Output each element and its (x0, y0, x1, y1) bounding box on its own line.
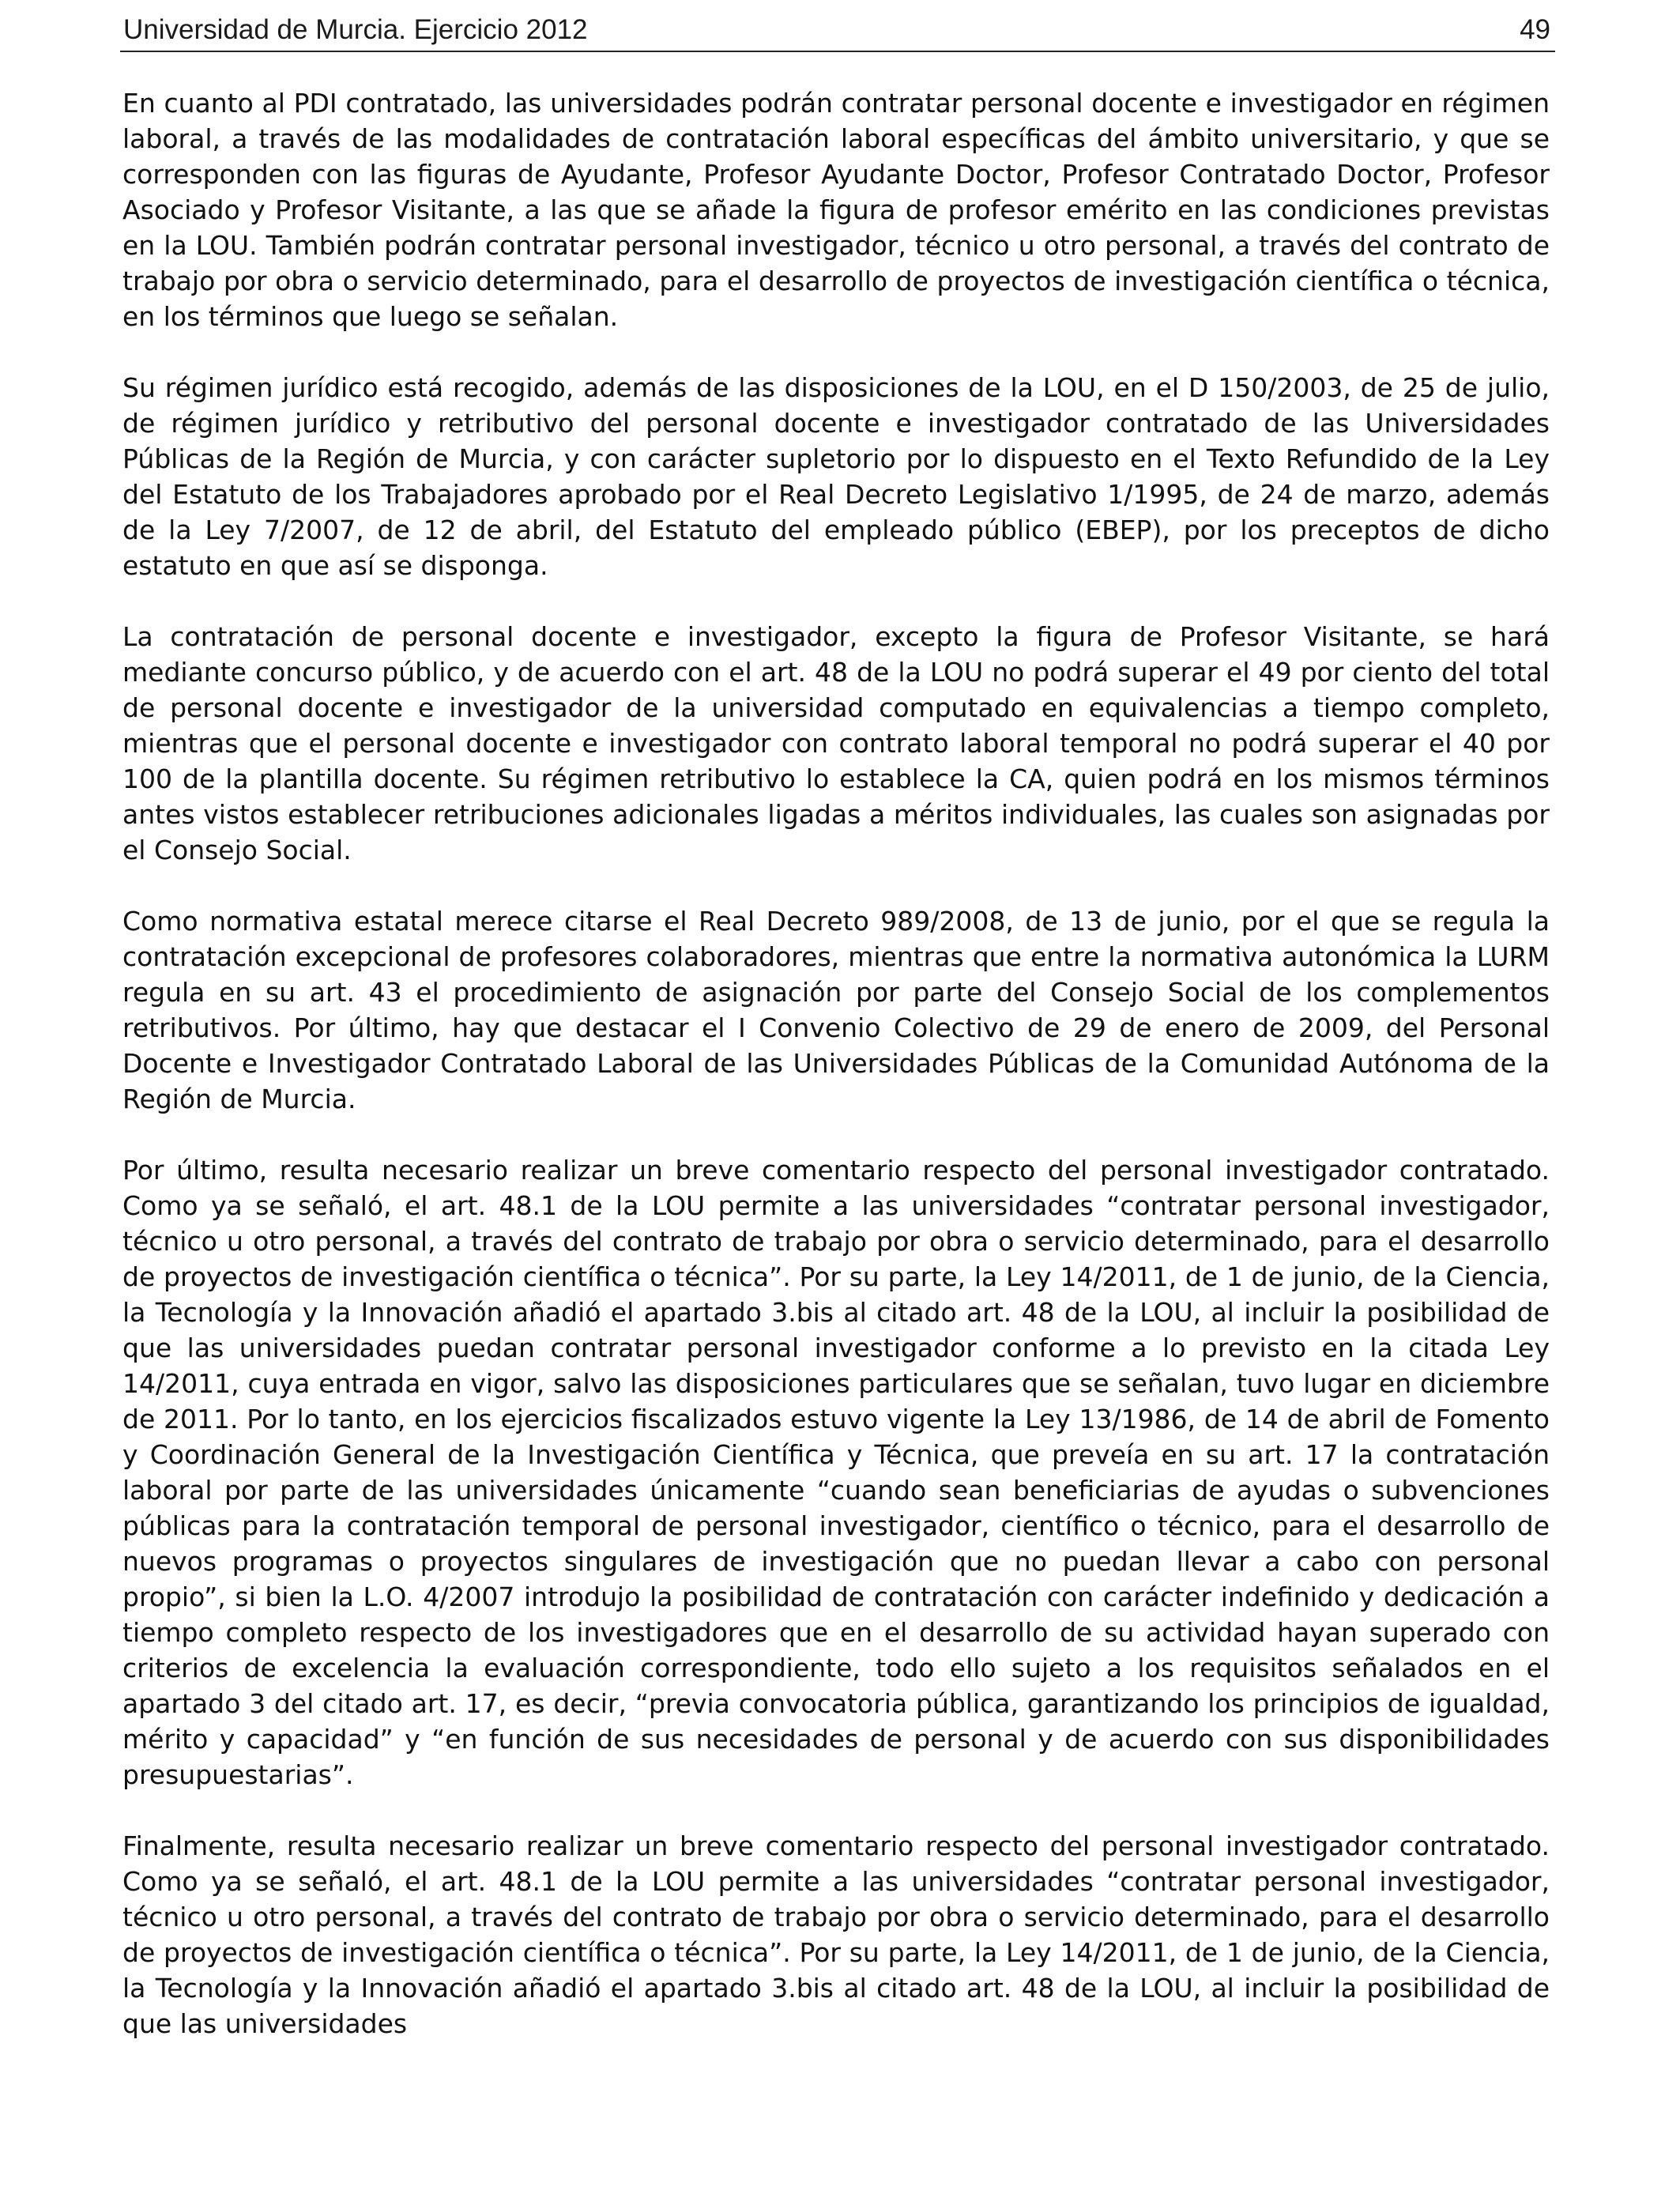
paragraph-personal-investigador: Por último, resulta necesario realizar un breve comentario respecto del personal investigador contratado. Como ya se señaló, el art. 48.1 de la LOU permite a las universidades “contratar personal investigador, técnico u otro personal, a través del contrato de trabajo por obra o servicio determinado, para el desarrollo de proyectos de investigación científica o técnica”. Por su parte, la Ley 14/2011, de 1 de junio, de la Ciencia, la Tecnología y la Innovación añadió el apartado 3.bis al citado art. 48 de la LOU, al incluir la posibilidad de que las universidades puedan contratar personal investigador conforme a lo previsto en la citada Ley 14/2011, cuya entrada en vigor, salvo las disposiciones particulares que se señalan, tuvo lugar en diciembre de 2011. Por lo tanto, en los ejercicios fiscalizados estuvo vigente la Ley 13/1986, de 14 de abril de Fomento y Coordinación General de la Investigación Científica y Técnica, que preveía en su art. 17 la contratación laboral por parte de las universidades únicamente “cuando sean beneficiarias de ayudas o subvenciones públicas para la contratación temporal de personal investigador, científico o técnico, para el desarrollo de nuevos programas o proyectos singulares de investigación que no puedan llevar a cabo con personal propio”, si bien la L.O. 4/2007 introdujo la posibilidad de contratación con carácter indefinido y dedicación a tiempo completo respecto de los investigadores que en el desarrollo de su actividad hayan superado con criterios de excelencia la evaluación correspondiente, todo ello sujeto a los requisitos señalados en el apartado 3 del citado art. 17, es decir, “previa convocatoria pública, garantizando los principios de igualdad, mérito y capacidad” y “en función de sus necesidades de personal y de acuerdo con sus disponibilidades presupuestarias”. (122, 1155, 1550, 1790)
page-number: 49 (1520, 14, 1550, 45)
header-title: Universidad de Murcia. Ejercicio 2012 (123, 14, 588, 45)
paragraph-finalmente: Finalmente, resulta necesario realizar un breve comentario respecto del personal investigador contratado. Como ya se señaló, el art. 48.1 de la LOU permite a las universidades “contratar personal investigador, técnico u otro personal, a través del contrato de trabajo por obra o servicio determinado, para el desarrollo de proyectos de investigación científica o técnica”. Por su parte, la Ley 14/2011, de 1 de junio, de la Ciencia, la Tecnología y la Innovación añadió el apartado 3.bis al citado art. 48 de la LOU, al incluir la posibilidad de que las universidades (122, 1830, 1550, 2039)
paragraph-contratacion: La contratación de personal docente e investigador, excepto la figura de Profesor Visitante, se hará mediante concurso público, y de acuerdo con el art. 48 de la LOU no podrá superar el 49 por ciento del total de personal docente e investigador de la universidad computado en equivalencias a tiempo completo, mientras que el personal docente e investigador con contrato laboral temporal no podrá superar el 40 por 100 de la plantilla docente. Su régimen retributivo lo establece la CA, quien podrá en los mismos términos antes vistos establecer retribuciones adicionales ligadas a méritos individuales, las cuales son asignadas por el Consejo Social. (122, 621, 1550, 865)
paragraph-normativa-estatal: Como normativa estatal merece citarse el Real Decreto 989/2008, de 13 de junio, por el que se regula la contratación excepcional de profesores colaboradores, mientras que entre la normativa autonómica la LURM regula en su art. 43 el procedimiento de asignación por parte del Consejo Social de los complementos retributivos. Por último, hay que destacar el I Convenio Colectivo de 29 de enero de 2009, del Personal Docente e Investigador Contratado Laboral de las Universidades Públicas de la Comunidad Autónoma de la Región de Murcia. (122, 906, 1550, 1114)
paragraph-regimen-juridico: Su régimen jurídico está recogido, además de las disposiciones de la LOU, en el D 150/2003, de 25 de julio, de régimen jurídico y retributivo del personal docente e investigador contratado de las Universidades Públicas de la Región de Murcia, y con carácter supletorio por lo dispuesto en el Texto Refundido de la Ley del Estatuto de los Trabajadores aprobado por el Real Decreto Legislativo 1/1995, de 24 de marzo, además de la Ley 7/2007, de 12 de abril, del Estatuto del empleado público (EBEP), por los preceptos de dicho estatuto en que así se disponga. (122, 372, 1550, 581)
paragraph-pdi-contratado: En cuanto al PDI contratado, las universidades podrán contratar personal docente e investigador en régimen laboral, a través de las modalidades de contratación laboral específicas del ámbito universitario, y que se corresponden con las figuras de Ayudante, Profesor Ayudante Doctor, Profesor Contratado Doctor, Profesor Asociado y Profesor Visitante, a las que se añade la figura de profesor emérito en las condiciones previstas en la LOU. También podrán contratar personal investigador, técnico u otro personal, a través del contrato de trabajo por obra o servicio determinado, para el desarrollo de proyectos de investigación científica o técnica, en los términos que luego se señalan. (122, 88, 1550, 332)
document-body (122, 85, 1550, 2041)
page-header (120, 9, 1555, 52)
